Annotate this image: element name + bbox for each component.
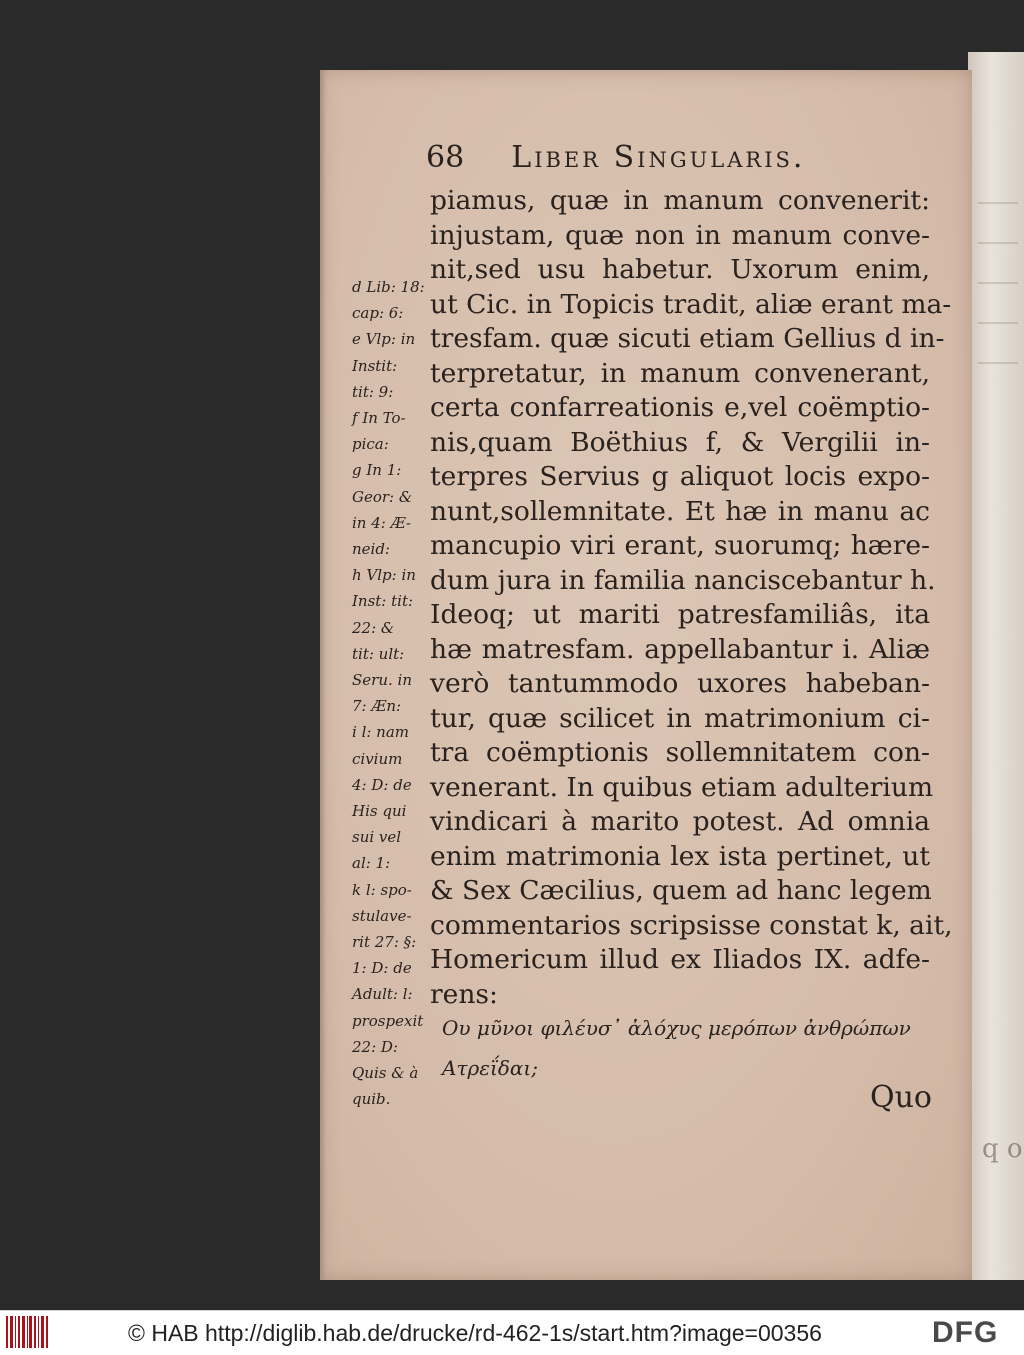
ghost-line [978,242,1018,244]
adjacent-page-fragment: q o [982,1134,1023,1164]
margin-note: d Lib: 18: [352,278,425,296]
ghost-line [978,322,1018,324]
hab-barcode-logo [6,1316,48,1348]
dfg-logo: DFG [932,1316,999,1349]
margin-note: stulave- [352,906,412,925]
margin-note: 4: D: de [352,775,412,794]
margin-note: i l: nam [352,723,410,742]
margin-note: rit 27: §: [352,933,417,951]
margin-note: Adult: l: [352,985,413,1004]
text-line: rens: [430,978,498,1010]
adjacent-page-edge [968,52,1024,1280]
greek-line: Ατρεΐδαι; [442,1056,538,1080]
text-line: hæ matresfam. appellabantur i. Aliæ [430,633,930,665]
margin-note: 7: Æn: [352,697,402,716]
text-line: Homericum illud ex Iliados IX. adfe- [430,944,930,975]
text-line: mancupio viri erant, suorumq; hære- [430,530,930,561]
margin-note: neid: [352,540,390,558]
margin-note: cap: 6: [352,304,404,323]
text-line: vindicari à marito potest. Ad omnia [430,806,930,837]
margin-note: His qui [352,802,407,820]
margin-note: k l: spo- [352,880,412,899]
text-line: terpres Servius g aliquot locis expo- [430,461,930,492]
margin-note: Inst: tit: [352,592,414,611]
margin-note: pica: [352,435,389,454]
text-line: enim matrimonia lex ista pertinet, ut [430,840,930,872]
text-line: terpretatur, in manum convenerant, [430,357,930,389]
text-line: certa confarreationis e,vel coëmptio- [430,392,930,423]
text-line: piamus, quæ in manum convenerit: [430,185,930,216]
ghost-line [978,362,1018,364]
margin-note: 1: D: de [352,959,412,978]
text-line: verò tantummodo uxores habeban- [430,668,930,699]
ghost-line [978,282,1018,284]
margin-note: al: 1: [352,854,391,873]
text-line: tra coëmptionis sollemnitatem con- [430,737,930,768]
margin-note: 22: D: [352,1037,398,1056]
copyright-link[interactable]: © HAB http://diglib.hab.de/drucke/rd-462-1s/start.htm?image=00356 [128,1320,822,1346]
margin-note: e Vlp: in [352,330,416,349]
text-line: & Sex Cæcilius, quem ad hanc legem [430,875,932,906]
running-head [426,140,805,175]
text-line: injustam, quæ non in manum conve- [430,219,930,251]
text-line: nunt,sollemnitate. Et hæ in manu ac [430,495,930,527]
margin-note: sui vel [352,828,402,847]
margin-note: 22: & [352,618,395,637]
text-line: venerant. In quibus etiam adulterium [430,771,934,803]
margin-note: g In 1: [352,461,402,480]
text-line: dum jura in familia nanciscebantur h. [430,564,936,596]
margin-note: Geor: & [352,487,413,506]
margin-note: in 4: Æ- [352,513,411,532]
ghost-line [978,202,1018,204]
margin-note: civium [352,749,403,768]
text-line: tresfam. quæ sicuti etiam Gellius d in- [430,323,945,354]
text-line: nis,quam Boëthius f, & Vergilii in- [430,426,930,458]
margin-note: prospexit [352,1011,424,1030]
margin-note: tit: ult: [352,644,405,663]
text-line: Ideoq; ut mariti patresfamiliâs, ita [430,599,930,630]
text-line: nit,sed usu habetur. Uxorum enim, [430,254,930,285]
margin-note: Instit: [352,356,398,375]
catchword: Quo [870,1080,932,1115]
margin-note: Seru. in [352,671,412,689]
running-title: Liber Singularis. [511,140,806,175]
page-gutter-shadow [320,70,326,1280]
greek-line: Ου μῦνοι φιλέυσ᾽ ἀλόχυς μερόπων ἀνθρώπων [442,1016,911,1040]
margin-note: f In To- [352,409,406,427]
margin-note: quib. [352,1090,391,1109]
text-line: ut Cic. in Topicis tradit, aliæ erant ma- [430,288,952,320]
margin-note: Quis & à [352,1064,419,1082]
page-number: 68 [426,140,465,175]
text-line: commentarios scripsisse constat k, ait, [430,909,953,941]
margin-note: h Vlp: in [352,566,416,585]
margin-note: tit: 9: [352,382,394,401]
text-line: tur, quæ scilicet in matrimonium ci- [430,702,930,734]
